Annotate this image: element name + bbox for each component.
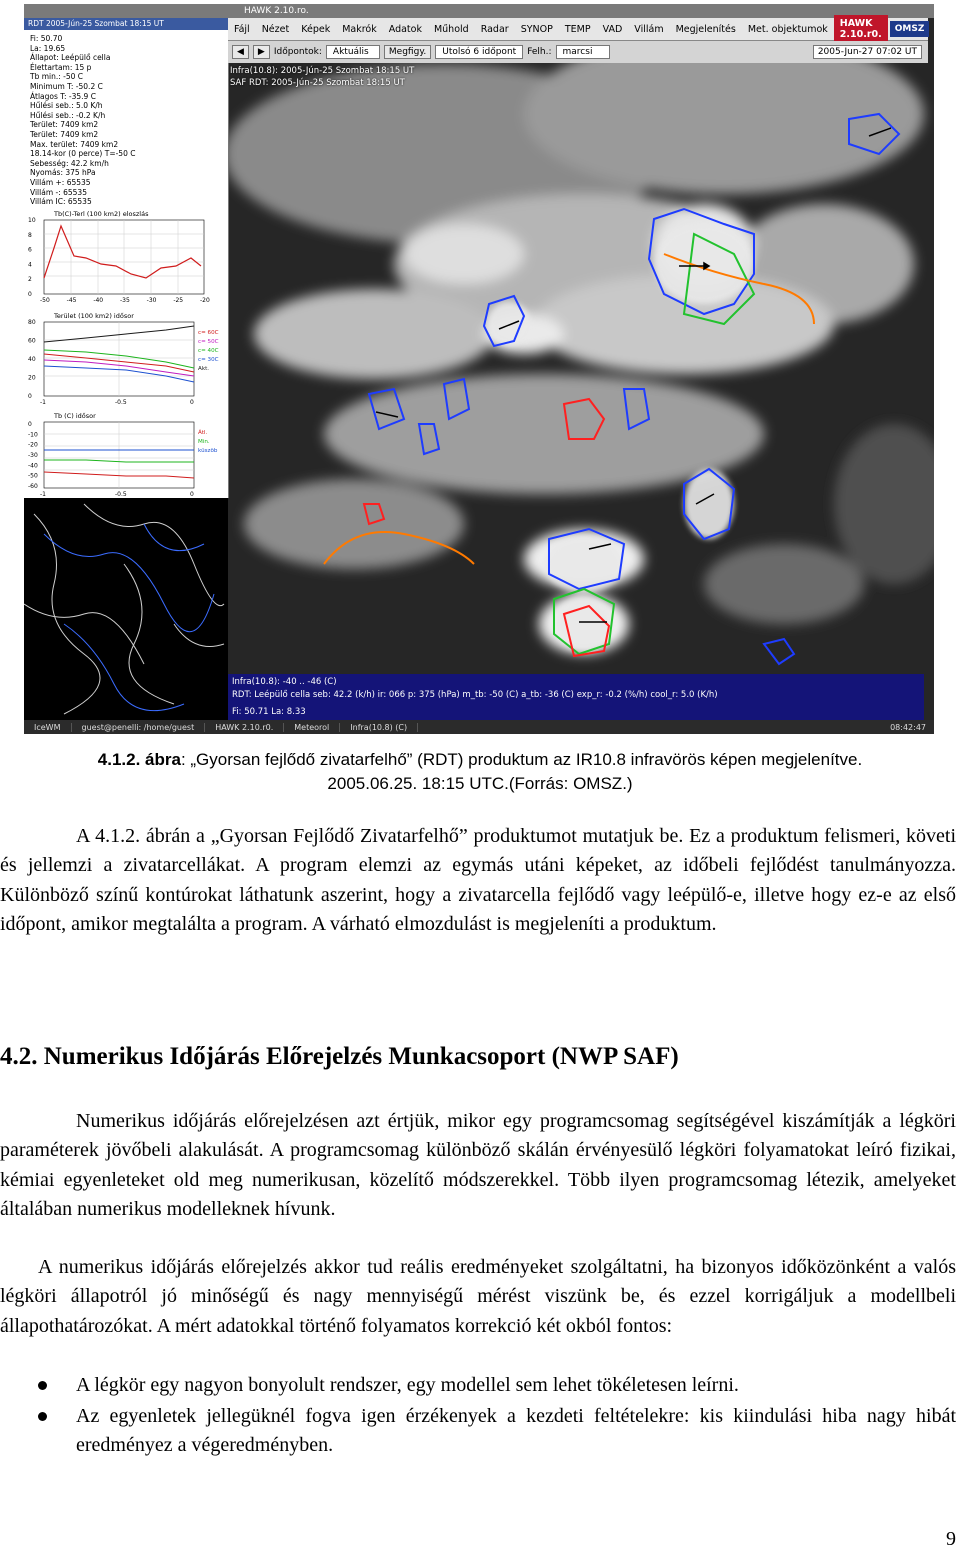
window-manager-taskbar xyxy=(24,720,934,734)
tb-timeseries-chart xyxy=(26,410,226,498)
info-line: Villám +: 65535 xyxy=(30,177,91,187)
legend-entry: Min. xyxy=(198,439,210,445)
menu-item[interactable]: Megjelenítés xyxy=(675,23,736,35)
paragraph1-text: A 4.1.2. ábrán a „Gyorsan Fejlődő Zivatarfelhő” produktumot mutatjuk be. Ez a produktum felismeri, követi és jellemzi a zivatarcellákat. A program elemzi az egymás utáni képeket, az időbeli fejlődést tanulmányozza. Különböző színű kontúrokat láthatunk aszerint, hogy a zivatarcella fejlődő vagy leépülő-e, illetve hogy ez-e az első időpont, amikor megtalálta a program. A várható elmozdulást is megjeleníti a produktum. xyxy=(0,825,956,935)
paragraph-nwp-definition xyxy=(0,1107,956,1224)
tb-distribution-chart xyxy=(26,208,226,306)
tick-label: -35 xyxy=(120,297,130,304)
bullet-item xyxy=(0,1371,956,1400)
tick-label: -30 xyxy=(28,452,38,459)
tick-label: 0 xyxy=(190,399,194,406)
menu-item[interactable]: VAD xyxy=(602,23,623,35)
tick-label: -20 xyxy=(200,297,210,304)
taskbar-clock: 08:42:47 xyxy=(890,722,926,732)
tick-label: -1 xyxy=(40,491,46,498)
info-line: Fi: 50.70 xyxy=(30,34,63,43)
window-title-bar xyxy=(24,4,934,18)
menu-item[interactable]: Képek xyxy=(301,23,331,35)
tick-label: -0.5 xyxy=(115,399,127,406)
tick-label: 6 xyxy=(28,246,32,254)
info-line: Terület: 7409 km2 xyxy=(30,120,99,130)
chart1-title: Tb(C)-Terl (100 km2) eloszlás xyxy=(54,210,149,218)
tick-label: 0 xyxy=(28,421,32,428)
tick-label: 60 xyxy=(28,337,36,345)
tick-label: 8 xyxy=(28,231,32,239)
window-title: HAWK 2.10.ro. xyxy=(244,6,309,16)
tick-label: -1 xyxy=(40,399,46,406)
tick-label: -10 xyxy=(28,431,38,439)
info-line: Villám IC: 65535 xyxy=(30,197,92,207)
rdt-info-line2: RDT: Leépülő cella seb: 42.2 (k/h) ir: 066 p: 375 (hPa) m_tb: -50 (C) a_tb: -36 (C) exp_r: -0.2 (%/h) cool_r: 5.0 (K/h) xyxy=(232,690,718,700)
legend-entry: c= 30C xyxy=(198,357,219,363)
tick-label: -50 xyxy=(40,297,50,304)
info-line: 18.14-kor (0 perce) T=-50 C xyxy=(30,149,136,159)
rdt-info-line3: Fi: 50.71 La: 8.33 xyxy=(232,707,306,717)
chart3-title: Tb (C) idősor xyxy=(54,412,96,420)
user-field[interactable]: marcsi xyxy=(556,45,610,59)
bullet-dot-icon xyxy=(38,1381,47,1390)
info-panel-lines xyxy=(24,30,228,211)
omsz-logo: OMSZ xyxy=(890,21,930,37)
rdt-screenshot-figure xyxy=(24,4,934,734)
tick-label: 20 xyxy=(28,374,36,382)
paragraph-rdt-description xyxy=(0,822,956,939)
taskbar-item[interactable]: HAWK 2.10.r0. xyxy=(205,723,284,732)
date-display: 2005-Jun-27 07:02 UT xyxy=(813,45,922,59)
menu-item[interactable]: Makrók xyxy=(342,23,377,35)
menu-item[interactable]: SYNOP xyxy=(520,23,553,35)
back-button[interactable]: ◀ xyxy=(232,45,249,59)
legend-entry: c= 40C xyxy=(198,348,219,354)
caption-text: : „Gyorsan fejlődő zivatarfelhő” (RDT) produktum az IR10.8 infravörös képen megjelenítve. xyxy=(180,750,863,769)
bullet-item xyxy=(0,1402,956,1461)
info-line: Villám -: 65535 xyxy=(30,187,87,197)
page-number: 9 xyxy=(946,1528,956,1550)
tick-label: -30 xyxy=(146,297,157,304)
time-points-label: Időpontok: xyxy=(273,47,322,57)
bullet-text: A légkör egy nagyon bonyolult rendszer, egy modellel sem lehet tökéletesen leírni. xyxy=(76,1374,739,1396)
taskbar-item[interactable]: IceWM xyxy=(24,723,72,732)
area-timeseries-chart xyxy=(26,310,226,408)
taskbar-item[interactable]: Meteorol xyxy=(284,723,340,732)
info-line: Nyomás: 375 hPa xyxy=(30,168,96,178)
overlay-infra-line: Infra(10.8): 2005-Jún-25 Szombat 18:15 UT xyxy=(230,66,415,76)
info-panel-header: RDT 2005-Jún-25 Szombat 18:15 UT xyxy=(24,18,228,30)
chart2-title: Terület (100 km2) idősor xyxy=(54,312,134,320)
paragraph3-text: A numerikus időjárás előrejelzés akkor tud reális eredményeket szolgáltatni, ha bizonyos időközönként a valós légköri állapotról jó minőségű és nagy mennyiségű mérést viszünk be, és ezzel korrigáljuk a modellbeli állapothatározókat. A mért adatokkal történő folyamatos korrekció két okból fontos: xyxy=(0,1256,956,1337)
tick-label: -50 xyxy=(28,472,38,480)
menu-item[interactable]: Met. objektumok xyxy=(747,23,828,35)
last-times-select[interactable]: Utolsó 6 időpont xyxy=(435,45,523,59)
info-line: La: 19.65 xyxy=(30,43,66,53)
menu-item[interactable]: Műhold xyxy=(433,23,469,35)
legend-entry: c= 60C xyxy=(198,330,219,336)
tick-label: 0 xyxy=(190,491,194,498)
menu-item[interactable]: Fájl xyxy=(234,23,250,35)
info-line: Átlagos T: -35.9 C xyxy=(30,91,96,101)
tick-label: 10 xyxy=(28,217,36,224)
menu-item[interactable]: Nézet xyxy=(261,23,290,35)
rdt-info-line1: Infra(10.8): -40 .. -46 (C) xyxy=(232,677,337,687)
figure-caption xyxy=(40,749,920,771)
tick-label: -0.5 xyxy=(115,491,127,498)
tick-label: -60 xyxy=(28,483,38,490)
tick-label: 0 xyxy=(28,291,32,298)
tick-label: 80 xyxy=(28,319,36,326)
overlay-saf-line: SAF RDT: 2005-Jún-25 Szombat 18:15 UT xyxy=(230,78,405,88)
info-line: Állapot: Leépülő cella xyxy=(30,53,111,63)
tick-label: 40 xyxy=(28,356,36,363)
hawk-toolbar xyxy=(228,41,928,63)
info-line: Hűlési seb.: 5.0 K/h xyxy=(30,101,103,111)
hawk-version-badge: HAWK 2.10.r0. xyxy=(834,15,888,43)
info-line: Hűlési seb.: -0.2 K/h xyxy=(30,110,106,120)
tick-label: -40 xyxy=(93,297,104,304)
paragraph-data-assimilation xyxy=(0,1253,956,1341)
user-label: Felh.: xyxy=(527,47,552,57)
legend-entry: Akt. xyxy=(198,366,210,372)
current-select[interactable]: Aktuális xyxy=(326,45,380,59)
tick-label: -45 xyxy=(66,297,77,304)
info-line: Tb min.: -50 C xyxy=(30,72,84,82)
info-line: Max. terület: 7409 km2 xyxy=(30,139,119,149)
tick-label: 0 xyxy=(28,393,32,400)
tick-label: 2 xyxy=(28,276,32,284)
legend-entry: Átl. xyxy=(198,430,208,436)
observation-button[interactable]: Megfigy. xyxy=(384,45,431,59)
tick-label: -25 xyxy=(173,297,184,304)
menu-item[interactable]: Adatok xyxy=(388,23,422,35)
taskbar-item[interactable]: Infra(10.8) (C) xyxy=(340,723,418,732)
figure-caption-line2: 2005.06.25. 18:15 UTC.(Forrás: OMSZ.) xyxy=(327,774,633,793)
info-line: Élettartam: 15 p xyxy=(30,62,92,72)
info-line: Terület: 7409 km2 xyxy=(30,129,99,139)
tick-label: -40 xyxy=(28,462,38,470)
tick-label: 4 xyxy=(28,261,32,269)
play-button[interactable]: ▶ xyxy=(253,45,270,59)
taskbar-item[interactable]: guest@penelli: /home/guest xyxy=(72,723,206,732)
bullet-text: Az egyenletek jellegüknél fogva igen érzékenyek a kezdeti feltételekre: kis kiindulási hiba nagy hibát eredményez a végeredményben. xyxy=(76,1405,956,1457)
legend-entry: c= 50C xyxy=(198,339,219,345)
bullet-dot-icon xyxy=(38,1412,47,1421)
info-line: Sebesség: 42.2 km/h xyxy=(30,158,109,168)
menu-item[interactable]: Radar xyxy=(480,23,509,35)
menu-item[interactable]: TEMP xyxy=(564,23,591,35)
section-heading: 4.2. Numerikus Időjárás Előrejelzés Munkacsoport (NWP SAF) xyxy=(0,1043,679,1070)
legend-entry: küszöb xyxy=(198,448,218,454)
rdt-info-panel xyxy=(24,18,229,498)
hawk-menu-bar xyxy=(228,18,928,41)
paragraph2-text: Numerikus időjárás előrejelzésen azt értjük, mikor egy programcsomag segítségével kiszámítják a légköri paraméterek jövőbeli alakulását. A programcsomag különböző skálán érvényesülő légköri folyamatokat leíró fizikai, kémiai egyenleteket old meg numerikusan, közelítő módszerekkel. Több ilyen programcsomag létezik, amelyeket általában numerikus modelleknek hívunk. xyxy=(0,1110,956,1220)
rdt-cell-info-bar xyxy=(228,674,924,722)
info-line: Minimum T: -50.2 C xyxy=(30,81,103,91)
menu-item[interactable]: Villám xyxy=(634,23,664,35)
caption-label: 4.1.2. ábra xyxy=(97,750,181,769)
tick-label: -20 xyxy=(28,441,38,449)
